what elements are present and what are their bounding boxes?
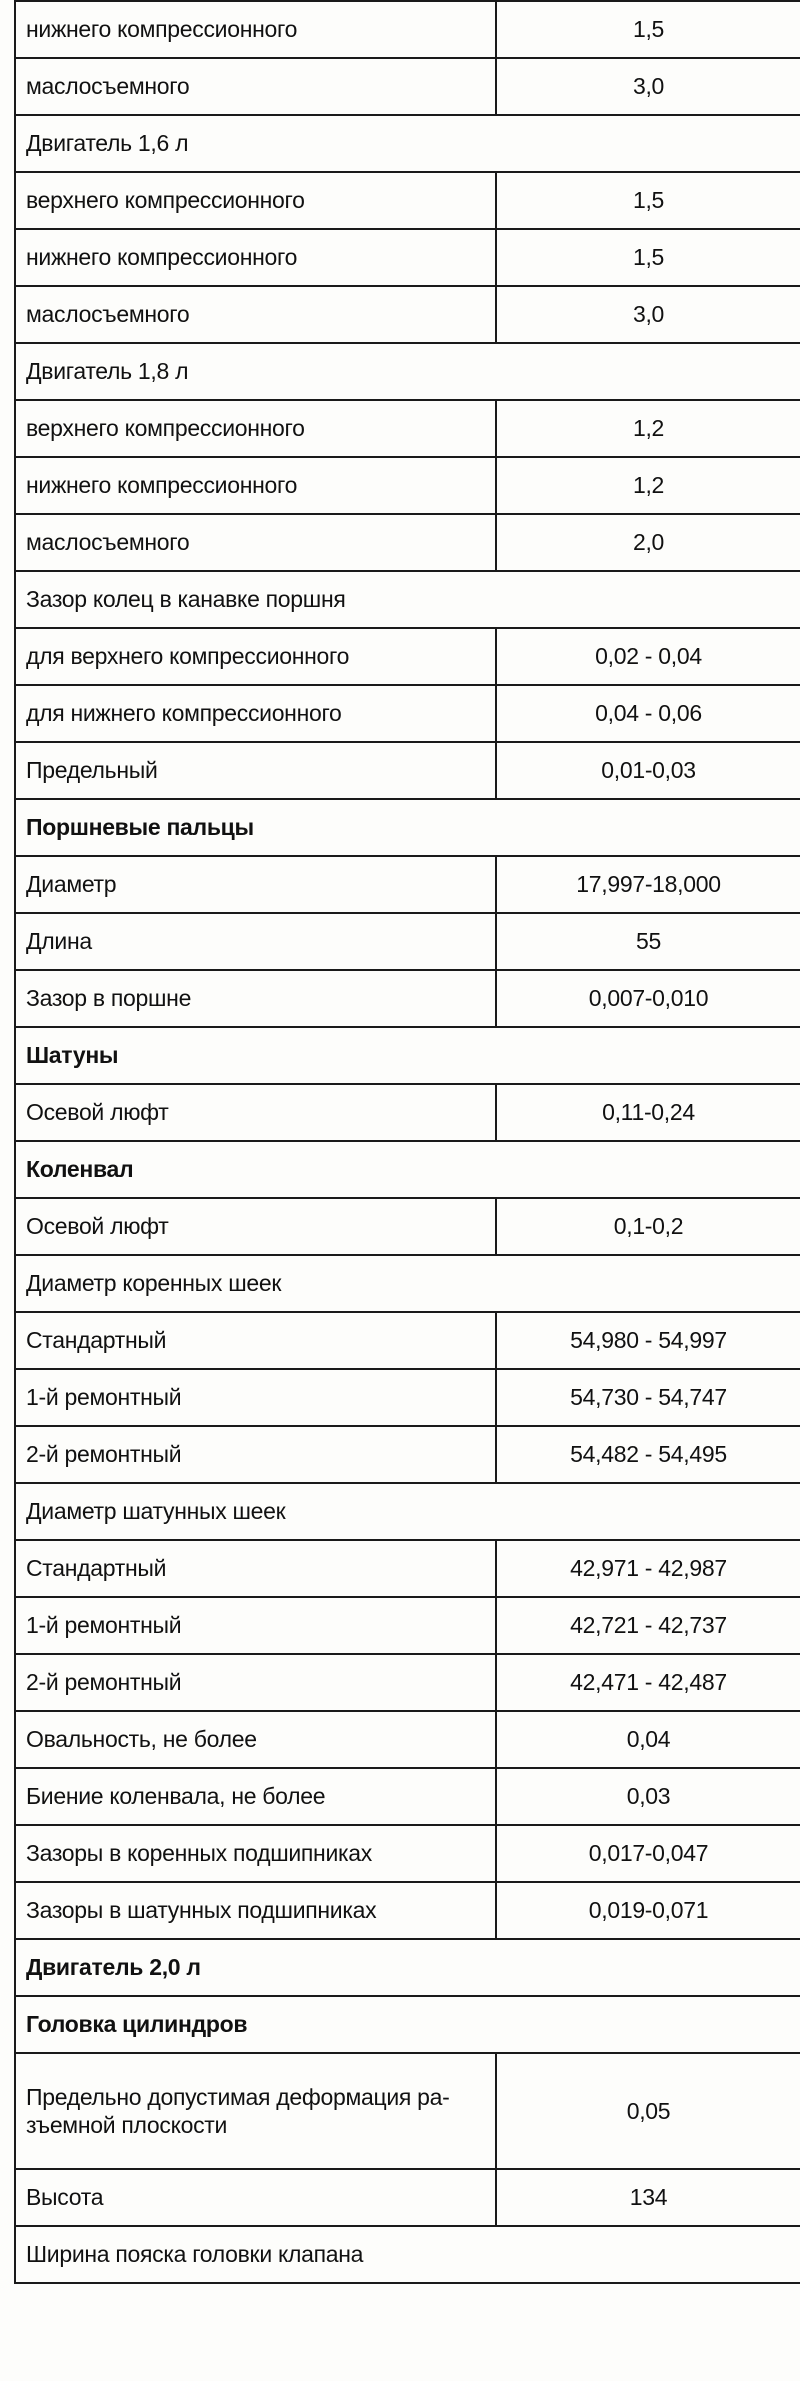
section-header-row [15, 115, 800, 172]
row-label: Овальность, не более [15, 1711, 496, 1768]
section-header-row [15, 1141, 800, 1198]
row-label: нижнего компрессионного [15, 1, 496, 58]
row-value: 42,721 - 42,737 [496, 1597, 800, 1654]
section-header-row [15, 343, 800, 400]
row-label: Высота [15, 2169, 496, 2226]
section-title: Поршневые пальцы [15, 799, 800, 856]
table-row [15, 1654, 800, 1711]
row-label: маслосъемного [15, 286, 496, 343]
section-header-row [15, 2226, 800, 2283]
row-label: верхнего компрессионного [15, 400, 496, 457]
row-label: нижнего компрессионного [15, 457, 496, 514]
row-value: 3,0 [496, 58, 800, 115]
section-header-row [15, 799, 800, 856]
row-label: Предельный [15, 742, 496, 799]
row-value: 0,04 [496, 1711, 800, 1768]
row-value: 2,0 [496, 514, 800, 571]
row-value: 1,5 [496, 172, 800, 229]
section-header-row [15, 571, 800, 628]
specifications-table [14, 0, 800, 2284]
table-row [15, 172, 800, 229]
table-row [15, 286, 800, 343]
table-row [15, 2053, 800, 2169]
table-row [15, 58, 800, 115]
row-label: Зазор в поршне [15, 970, 496, 1027]
table-row [15, 400, 800, 457]
row-value: 1,2 [496, 400, 800, 457]
table-row [15, 856, 800, 913]
section-header-row [15, 1939, 800, 1996]
subsection-title: Диаметр коренных шеек [15, 1255, 800, 1312]
table-row [15, 2169, 800, 2226]
row-value: 54,482 - 54,495 [496, 1426, 800, 1483]
row-value: 55 [496, 913, 800, 970]
row-label: Биение коленвала, не более [15, 1768, 496, 1825]
subsection-title: Двигатель 1,8 л [15, 343, 800, 400]
row-label: Зазоры в шатунных подшипниках [15, 1882, 496, 1939]
row-value: 3,0 [496, 286, 800, 343]
row-value: 1,2 [496, 457, 800, 514]
section-title: Шатуны [15, 1027, 800, 1084]
section-title: Двигатель 2,0 л [15, 1939, 800, 1996]
row-value: 1,5 [496, 229, 800, 286]
row-label: маслосъемного [15, 514, 496, 571]
table-row [15, 1540, 800, 1597]
row-value: 42,971 - 42,987 [496, 1540, 800, 1597]
row-label: Зазоры в коренных подшипниках [15, 1825, 496, 1882]
row-label: 1-й ремонтный [15, 1597, 496, 1654]
table-row [15, 229, 800, 286]
row-value: 0,019-0,071 [496, 1882, 800, 1939]
row-label: 1-й ремонтный [15, 1369, 496, 1426]
table-row [15, 970, 800, 1027]
row-label: Длина [15, 913, 496, 970]
table-row [15, 1084, 800, 1141]
section-title: Головка цилиндров [15, 1996, 800, 2053]
specifications-table-body [15, 1, 800, 2283]
subsection-title: Зазор колец в канавке поршня [15, 571, 800, 628]
row-label: Стандартный [15, 1540, 496, 1597]
row-label: для верхнего компрессионного [15, 628, 496, 685]
table-row [15, 1369, 800, 1426]
row-value: 0,05 [496, 2053, 800, 2169]
table-row [15, 1768, 800, 1825]
subsection-title: Диаметр шатунных шеек [15, 1483, 800, 1540]
row-value: 0,03 [496, 1768, 800, 1825]
row-label: Осевой люфт [15, 1084, 496, 1141]
section-title: Коленвал [15, 1141, 800, 1198]
table-row [15, 628, 800, 685]
row-value: 1,5 [496, 1, 800, 58]
row-label: для нижнего компрессионного [15, 685, 496, 742]
row-label: Предельно допустимая деформация ра- зъемной плоскости [15, 2053, 496, 2169]
section-header-row [15, 1996, 800, 2053]
row-value: 0,007-0,010 [496, 970, 800, 1027]
table-row [15, 913, 800, 970]
section-header-row [15, 1027, 800, 1084]
row-value: 0,11-0,24 [496, 1084, 800, 1141]
section-header-row [15, 1483, 800, 1540]
row-label: Стандартный [15, 1312, 496, 1369]
table-row [15, 457, 800, 514]
table-row [15, 1825, 800, 1882]
table-row [15, 1597, 800, 1654]
table-row [15, 1, 800, 58]
table-row [15, 1426, 800, 1483]
row-label: Осевой люфт [15, 1198, 496, 1255]
subsection-title: Ширина пояска головки клапана [15, 2226, 800, 2283]
table-row [15, 1882, 800, 1939]
row-label: Диаметр [15, 856, 496, 913]
row-value: 54,980 - 54,997 [496, 1312, 800, 1369]
table-row [15, 514, 800, 571]
row-value: 0,01-0,03 [496, 742, 800, 799]
row-value: 0,017-0,047 [496, 1825, 800, 1882]
subsection-title: Двигатель 1,6 л [15, 115, 800, 172]
row-value: 17,997-18,000 [496, 856, 800, 913]
row-label: 2-й ремонтный [15, 1654, 496, 1711]
table-row [15, 685, 800, 742]
table-row [15, 1312, 800, 1369]
row-label: верхнего компрессионного [15, 172, 496, 229]
table-row [15, 1198, 800, 1255]
row-label: 2-й ремонтный [15, 1426, 496, 1483]
row-value: 0,02 - 0,04 [496, 628, 800, 685]
row-value: 0,1-0,2 [496, 1198, 800, 1255]
row-value: 42,471 - 42,487 [496, 1654, 800, 1711]
row-value: 54,730 - 54,747 [496, 1369, 800, 1426]
row-label: маслосъемного [15, 58, 496, 115]
row-label: нижнего компрессионного [15, 229, 496, 286]
table-row [15, 1711, 800, 1768]
row-value: 134 [496, 2169, 800, 2226]
section-header-row [15, 1255, 800, 1312]
table-row [15, 742, 800, 799]
row-value: 0,04 - 0,06 [496, 685, 800, 742]
